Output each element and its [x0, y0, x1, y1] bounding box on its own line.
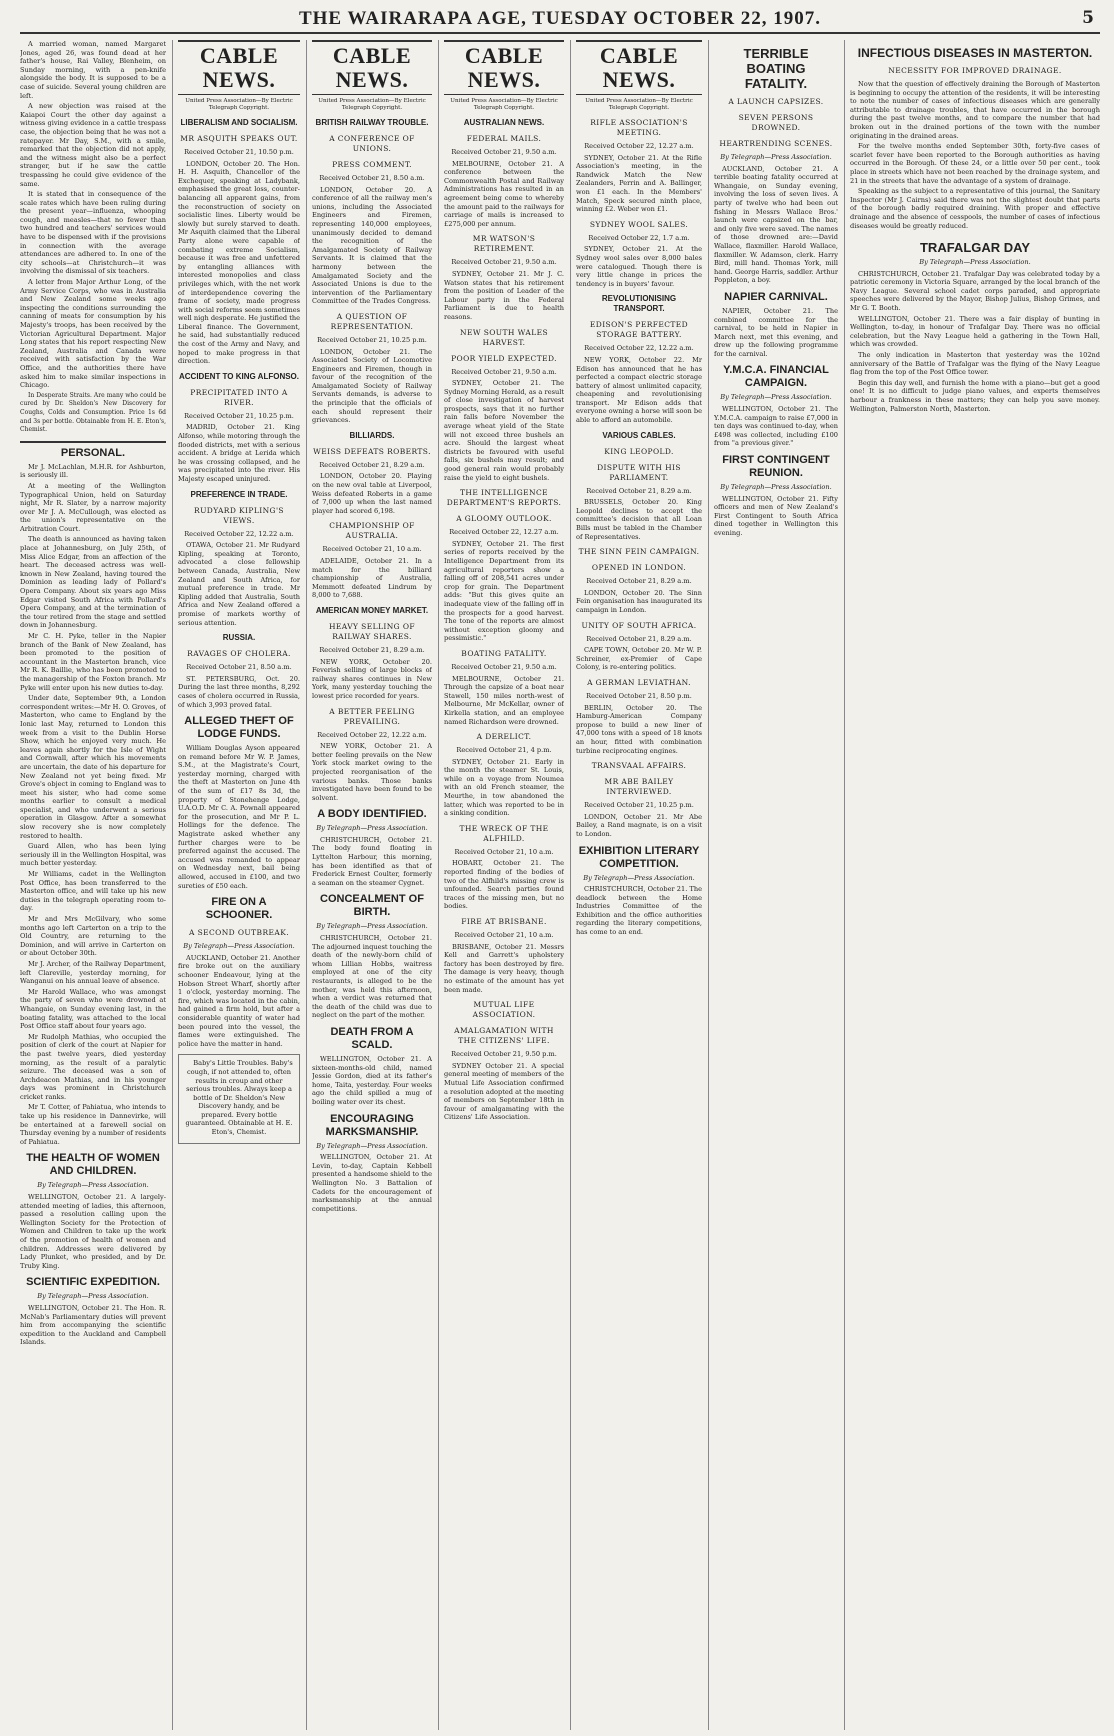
column-1: [20, 40, 166, 1730]
article-paragraph: Mr C. H. Pyke, teller in the Napier branch of the Bank of New Zealand, has been promoted to the position of accountant in the Masterton branch, vice Mr R. K. Baillie, who has been promoted to the managership of the Foxton branch. Mr Pyke will enter upon his new duties to-day.: [20, 632, 166, 692]
article-paragraph: A married woman, named Margaret Jones, aged 26, was found dead at her father's house, Rai Valley, Blenheim, on Sunday morning, with a pen-knife alongside the body. It is supposed to be a case of suicide. Several young children are left.: [20, 40, 166, 100]
article-paragraph: CHRISTCHURCH, October 21. The adjourned inquest touching the death of the newly-born child of whom Lillian Hobbs, waitress employed at one of the city restaurants, is alleged to be the mother, was held this afternoon, when a verdict was returned that the death of the child was due to neglect on the part of the mother.: [312, 934, 432, 1020]
subheadline: CHAMPIONSHIP OF AUSTRALIA.: [329, 521, 415, 541]
received-line: Received October 22, 12.22 a.m.: [317, 730, 427, 739]
byline: By Telegraph—Press Association.: [183, 942, 295, 951]
subheadline: A BETTER FEELING PREVAILING.: [329, 706, 415, 726]
received-line: Received October 22, 12.27 a.m.: [584, 142, 694, 150]
subheadline: NECESSITY FOR IMPROVED DRAINAGE.: [888, 66, 1062, 75]
article-paragraph: Mr Harold Wallace, who was amongst the party of seven who were drowned at Whangaie, on Sunday evening last, in the boating fatality, was attached to the local Post Office staff about four years ago.: [20, 987, 166, 1031]
article-paragraph: ST. PETERSBURG, Oct. 20. During the last three months, 8,292 cases of cholera occurred in Russia, of which 3,993 proved fatal.: [178, 674, 300, 709]
subheadline: HEARTRENDING SCENES.: [719, 139, 833, 148]
subheadline: EDISON'S PERFECTED STORAGE BATTERY.: [589, 320, 689, 340]
article-paragraph: Mr Rudolph Mathias, who occupied the position of clerk of the court at Napier for the past twelve years, died yesterday morning, as the result of a paralytic seizure. The deceased was a son of Archdeacon Mathias, and in his younger days was prominent in Christchurch cricket ranks.: [20, 1032, 166, 1101]
cable-news-heading: CABLE NEWS.: [312, 40, 432, 95]
received-line: Received October 21, 9.50 a.m.: [451, 258, 557, 267]
article-paragraph: HOBART, October 21. The reported finding of the bodies of two of the Alfhild's missing crew is unfounded. Search parties found traces of the missing men, but no bodies.: [444, 859, 564, 911]
article-paragraph: Mr J. McLachlan, M.H.R. for Ashburton, is seriously ill.: [20, 462, 166, 480]
subheadline: UNITY OF SOUTH AFRICA.: [581, 620, 697, 630]
article-paragraph: BERLIN, October 20. The Hamburg-American Company propose to build a new liner of 47,000 tons with a speed of 18 knots an hour, fitted with combination turbine reciprocating engines.: [576, 703, 702, 755]
subheadline: DISPUTE WITH HIS PARLIAMENT.: [597, 462, 681, 482]
article-paragraph: WELLINGTON, October 21. A largely-attended meeting of ladies, this afternoon, passed a resolution calling upon the Wellington Society for the Protection of Women and Children to take up the work of the promotion of health of women and children. Addresses were delivered by Lady Plunket, who presided, and by Dr. Truby King.: [20, 1193, 166, 1270]
headline: AUSTRALIAN NEWS.: [463, 118, 545, 127]
article-paragraph: MELBOURNE, October 21. A conference between the Commonwealth Postal and Railway Administrations has resulted in an agreement being come to whereby the amount paid to the railways for carriage of mails is increased to £275,000 per annum.: [444, 159, 564, 228]
headline: LIBERALISM AND SOCIALISM.: [180, 118, 298, 127]
article-paragraph: The death is announced as having taken place at Johannesburg, on July 25th, of Miss Alice Edgar, from an affection of the heart. The deceased actress was well-known in New Zealand, having toured the Dominion as leading lady of Pollard's Opera Company. About six years ago Miss Edgar visited South Africa with Pollard's Opera Company, and at the termination of the tour retired from the stage and settled down in Johannesburg.: [20, 535, 166, 630]
article-paragraph: It is stated that in consequence of the scale rates which have been ruling during the present year—influenza, whooping cough, and measles—that no fewer than two hundred and teachers' services would have to be dispensed with if the provisions in connection with the average attendances are adhered to. In one of the city schools—at Christchurch—it was involving the dismissal of six teachers.: [20, 190, 166, 276]
headline: ALLEGED THEFT OF LODGE FUNDS.: [184, 715, 294, 741]
article-paragraph: WELLINGTON, October 21. The Y.M.C.A. campaign to raise £7,000 in ten days was continued to-day, when £498 was collected, including £100 from "a previous giver.": [714, 405, 838, 448]
article-paragraph: LONDON, October 20. A conference of all the railway men's unions, including the Associated Engineers and Firemen, representing 140,000 employees, unanimously decided to demand the recognition of the Amalgamated Society of Railway Servants. It is claimed that the harmony between the Amalgamated Society and the Associated Unions is due to the intervention of the Parliamentary Committee of the Trades Congress.: [312, 185, 432, 306]
byline: By Telegraph—Press Association.: [720, 483, 832, 492]
article-paragraph: Mr Williams, cadet in the Wellington Post Office, has been transferred to the Masterton office, and will take up his new duties in the telegraph operating room to-day.: [20, 870, 166, 913]
received-line: Received October 21, 10.25 p.m.: [584, 801, 694, 810]
received-line: Received October 21, 9.50 a.m.: [451, 148, 557, 156]
received-line: Received October 21, 8.29 a.m.: [586, 577, 692, 586]
masthead: [20, 8, 1100, 34]
article-paragraph: LONDON, October 21. Mr Abe Bailey, a Rand magnate, is on a visit to London.: [576, 812, 702, 838]
subheadline: RUDYARD KIPLING'S VIEWS.: [194, 505, 284, 525]
headline: TERRIBLE BOATING FATALITY.: [743, 46, 809, 91]
article-paragraph: BRUSSELS, October 20. King Leopold declines to accept the committee's decision that all Loan Bills must be tabled in the Chamber of Representatives.: [576, 498, 702, 541]
received-line: Received October 21, 10 a.m.: [454, 847, 554, 856]
article-paragraph: Mr T. Cotter, of Pahiatua, who intends to take up his residence in Dannevirke, will be entertained at a farewell social on Thursday evening by a number of residents of Pahiatua.: [20, 1103, 166, 1146]
headline: RUSSIA.: [222, 633, 256, 643]
byline: By Telegraph—Press Association.: [720, 153, 832, 161]
subheadline: HEAVY SELLING OF RAILWAY SHARES.: [328, 621, 416, 641]
subheadline: THE INTELLIGENCE DEPARTMENT'S REPORTS.: [446, 488, 562, 508]
article-paragraph: CHRISTCHURCH, October 21. The body found floating in Lyttelton Harbour, this morning, has been identified as that of Frederick Ernest Coulter, formerly a seaman on the steamer Cygnet.: [312, 835, 432, 887]
received-line: Received October 21, 8.29 a.m.: [586, 634, 692, 643]
subheadline: A GERMAN LEVIATHAN.: [587, 677, 691, 687]
column-divider: [306, 40, 307, 1730]
byline: By Telegraph—Press Association.: [37, 1181, 149, 1190]
advertisement-text: Baby's Little Troubles. Baby's cough, if not attended to, often results in croup and other serious troubles. Always keep a bottle of Dr. Sheldon's New Discovery handy, and be prepared. Every bottle guaranteed. Obtainable at H. E. Eton's, Chemist.: [185, 1059, 293, 1137]
article-paragraph: SYDNEY, October 21. At the Rifle Association's meeting, in the Randwick Match the New Zealanders, Perrin and A. Ballinger, won £1 each. In the Members' Match, Speck secured ninth place, winning £2. Weber won £1.: [576, 153, 702, 214]
received-line: Received October 21, 4 p.m.: [456, 746, 552, 755]
received-line: Received October 21, 10 a.m.: [454, 931, 554, 939]
column-2: [178, 40, 300, 1730]
column-7: [850, 40, 1100, 1730]
subheadline: MUTUAL LIFE ASSOCIATION.: [472, 1000, 536, 1020]
page-number: 5: [1082, 8, 1094, 28]
received-line: Received October 22, 12.27 a.m.: [449, 528, 559, 537]
article-paragraph: NEW YORK, October 22. Mr Edison has announced that he has perfected a compact electric storage battery of almost unlimited capacity, cheapening and revolutionising transport. Mr Edison adds that everyone owning a horse will soon be able to afford an automobile.: [576, 355, 702, 425]
subheadline: OPENED IN LONDON.: [591, 563, 687, 573]
article-paragraph: For the twelve months ended September 30th, forty-five cases of scarlet fever have been reported to the Borough authorities as having occurred in the Borough. Of these 24, or a little over 50 per cent., took place in streets which have not been reached by the drainage system, and 21 in the streets that have the advantage of a system of drainage.: [850, 142, 1100, 185]
article-paragraph: NEW YORK, October 21. A better feeling prevails on the New York stock market owing to the projected reorganisation of the various banks. Those banks investigated have been found to be solvent.: [312, 742, 432, 802]
article-paragraph: The only indication in Masterton that yesterday was the 102nd anniversary of the Battle of Trafalgar was the flying of the Navy League flag from the top of the Post Office tower.: [850, 351, 1100, 377]
article-paragraph: William Douglas Ayson appeared on remand before Mr W. P. James, S.M., at the Magistrate's Court, yesterday morning, charged with the theft at Masterton on June 4th of the sum of £17 8s 3d, the property of Stonehenge Lodge, U.A.O.D. Mr C. A. Pownall appeared for the prosecution, and Mr P. L. Hollings for the defence. The Magistrate asked whether any further charges were to be preferred against the accused. The accused was remanded to appear on Wednesday next, bail being allowed, accused in £100, and two sureties of £50 each.: [178, 744, 300, 890]
article-paragraph: SYDNEY, October 21. Early in the month the steamer St. Louis, while on a voyage from Noumea with an old French steamer, the Meurthe, in tow abandoned the latter, which was reported to be in a sinking condition.: [444, 757, 564, 818]
article-paragraph: Guard Allen, who has been lying seriously ill in the Wellington Hospital, was much better yesterday.: [20, 842, 166, 868]
byline: By Telegraph—Press Association.: [37, 1292, 149, 1301]
column-5: [576, 40, 702, 1730]
newspaper-title: THE WAIRARAPA AGE, TUESDAY OCTOBER 22, 1907.: [298, 8, 822, 29]
article-paragraph: SYDNEY, October 21. The Sydney Morning Herald, as a result of close investigation of harvest prospects, says that it no further rain falls before November the average wheat yield of the State will not exceed three bushels an acre. Should the largest wheat districts be favoured with useful falls, six bushels may result; and good general rain would probably raise the yield to eight bushels.: [444, 379, 564, 482]
headline: AMERICAN MONEY MARKET.: [315, 605, 429, 615]
article-paragraph: Under date, September 9th, a London correspondent writes:—Mr H. O. Groves, of Masterton, who came to England by the Ionic last May, returned to London this week from a visit to the Dublin Horse Show, which he enjoyed very much. He leaves again shortly for the Isle of Wight and Cornwall, after which his movements are uncertain, the date of his departure for New Zealand not yet being fixed. Mr Grove's object in coming to England was to meet his sister, who had come some months earlier to consult a medical specialist, and who underwent a serious operation in Glasgow. After a somewhat slow recovery she is now completely restored to health.: [20, 694, 166, 840]
article-paragraph: SYDNEY October 21. A special general meeting of members of the Mutual Life Association confirmed a resolution adopted at the meeting of members on September 18th in favour of amalgamating with the Citizens' Life Association.: [444, 1061, 564, 1122]
column-4: [444, 40, 564, 1730]
article-paragraph: MADRID, October 21. King Alfonso, while motoring through the flooded districts, met with a serious accident. A bridge at Lerida which he was crossing collapsed, and he was precipitated into the river. His Majesty escaped uninjured.: [178, 423, 300, 483]
received-line: Received October 21, 10 a.m.: [322, 545, 422, 554]
headline: PREFERENCE IN TRADE.: [190, 489, 288, 499]
cable-news-heading: CABLE NEWS.: [576, 40, 702, 95]
received-line: Received October 21, 9.50 a.m.: [451, 662, 557, 671]
received-line: Received October 21, 10.50 p.m.: [184, 148, 294, 156]
article-paragraph: SYDNEY, October 21. At the Sydney wool sales over 8,000 bales were catalogued. Though there is very little change in prices the tendency is in buyers' favour.: [576, 245, 702, 288]
article-paragraph: AUCKLAND, October 21. Another fire broke out on the auxiliary schooner Endeavour, lying at the Hobson Street Wharf, shortly after 1 o'clock, yesterday morning. The fire, which was located in the cabin, had gained a firm hold, but after a considerable quantity of water had been poured into the vessel, the flames were extinguished. The police have the matter in hand.: [178, 953, 300, 1048]
article-paragraph: WELLINGTON, October 21. At Levin, to-day, Captain Kebbell presented a handsome shield to the Wellington No. 3 Battalion of Cadets for the encouragement of marksmanship at the annual competitions.: [312, 1153, 432, 1213]
subheadline: TRANSVAAL AFFAIRS.: [591, 761, 687, 771]
subheadline: WEISS DEFEATS ROBERTS.: [313, 446, 431, 456]
headline: INFECTIOUS DISEASES IN MASTERTON.: [857, 46, 1093, 60]
subheadline: PRECIPITATED INTO A RIVER.: [190, 387, 288, 407]
headline: FIRE ON A SCHOONER.: [205, 896, 273, 922]
headline: BILLIARDS.: [349, 430, 395, 440]
article-paragraph: LONDON, October 20. The Sinn Fein organisation has inaugurated its campaign in London.: [576, 588, 702, 614]
subheadline: AMALGAMATION WITH THE CITIZENS' LIFE.: [454, 1026, 554, 1046]
byline: By Telegraph—Press Association.: [583, 873, 695, 882]
article-paragraph: At a meeting of the Wellington Typographical Union, held on Saturday night, Mr R. Slater, by a narrow majority over Mr J. A. McCullough, was elected as the union's representative on the Arbitration Court.: [20, 481, 166, 533]
column-divider: [844, 40, 845, 1730]
headline: ENCOURAGING MARKSMANSHIP.: [325, 1112, 419, 1138]
headline: REVOLUTIONISING TRANSPORT.: [601, 294, 677, 314]
article-paragraph: CHRISTCHURCH, October 21. Trafalgar Day was celebrated today by a patriotic ceremony in Victoria Square, arranged by the local branch of the Navy League. Several school cadet corps paraded, and appropriate speeches were delivered by the Mayor, Bishop Julius, Bishop Grimes, and Mr G. T. Booth.: [850, 269, 1100, 313]
advertisement: [178, 1054, 300, 1143]
received-line: Received October 22, 12.22 a.m.: [184, 529, 294, 538]
received-line: Received October 21, 8.50 a.m.: [186, 663, 292, 672]
subheadline: MR WATSON'S RETIREMENT.: [472, 234, 536, 254]
cable-credit: United Press Association—By Electric Telegraph Copyright.: [185, 98, 293, 111]
article-paragraph: LONDON, October 21. The Associated Society of Locomotive Engineers and Firemen, though in favour of the recognition of the Amalgamated Society of Railway Servants demands, is adverse to the principle that the officials of each should represent their grievances.: [312, 347, 432, 425]
received-line: Received October 21, 8.29 a.m.: [319, 645, 425, 654]
subheadline: A DERELICT.: [476, 732, 532, 742]
article-paragraph: Begin this day well, and furnish the home with a piano—but get a good one! It is no difficult to judge piano values, and experts themselves harbour a frankness in these matters; they can help you save money. Wellington, Palmerston North, Masterton.: [850, 378, 1100, 413]
cable-credit: United Press Association—By Electric Telegraph Copyright.: [450, 98, 558, 111]
subheadline: A SECOND OUTBREAK.: [189, 928, 289, 938]
headline: CONCEALMENT OF BIRTH.: [320, 893, 424, 919]
article-paragraph: ADELAIDE, October 21. In a match for the billiard championship of Australia, Memmott defeated Lindrum by 8,000 to 7,688.: [312, 557, 432, 600]
section-heading-health: THE HEALTH OF WOMEN AND CHILDREN.: [26, 1152, 160, 1178]
subheadline: MR ASQUITH SPEAKS OUT.: [180, 134, 298, 143]
column-divider: [172, 40, 173, 1730]
received-line: Received October 21, 10.25 p.m.: [184, 411, 294, 420]
article-paragraph: OTAWA, October 21. Mr Rudyard Kipling, speaking at Toronto, advocated a close fellowship between Canada, Australia, New Zealand and South Africa, for mutual preference in trade. Mr Kipling added that Australia, South Africa and New Zealand offered a promise of markets worthy of serious attention.: [178, 541, 300, 627]
article-paragraph: Mr J. Archer, of the Railway Department, left Clareville, yesterday morning, for Wanganui on his annual leave of absence.: [20, 959, 166, 986]
advertisement: In Desperate Straits. Are many who could be cured by Dr. Sheldon's New Discovery for Coughs, Colds and Consumption. Price 1s 6d and 3s per bottle. Obtainable from H. E. Eton's, Chemist.: [20, 391, 166, 434]
article-paragraph: WELLINGTON, October 21. The Hon. R. McNab's Parliamentary duties will prevent him from accompanying the scientific expedition to the Auckland and Campbell Islands.: [20, 1303, 166, 1347]
subheadline: A QUESTION OF REPRESENTATION.: [330, 311, 414, 331]
article-paragraph: Now that the question of effectively draining the Borough of Masterton is beginning to occupy the attention of the residents, it will be interesting to note the number of cases of infectious diseases which are generally attributable to drainage troubles, that have occurred in the borough during the past twelve months, and to compare the number that had broken out in the drained portions of the town with the number originating in the drained areas.: [850, 80, 1100, 140]
received-line: Received October 21, 8.50 p.m.: [586, 691, 692, 700]
section-heading-expedition: SCIENTIFIC EXPEDITION.: [26, 1276, 160, 1289]
section-heading-personal: PERSONAL.: [20, 441, 166, 460]
subheadline: FEDERAL MAILS.: [466, 134, 542, 143]
column-divider: [708, 40, 709, 1730]
received-line: Received October 21, 9.50 p.m.: [451, 1050, 557, 1059]
article-paragraph: BRISBANE, October 21. Messrs Kell and Garrett's upholstery factory has been destroyed by fire. The damage is very heavy, though no estimate of the amount has yet been made.: [444, 942, 564, 994]
headline: FIRST CONTINGENT REUNION.: [722, 454, 830, 480]
article-paragraph: SYDNEY, October 21. Mr J. C. Watson states that his retirement from the position of Leader of the Labour party in the Federal Parliament is due to health reasons.: [444, 269, 564, 321]
byline: By Telegraph—Press Association.: [720, 393, 832, 402]
article-paragraph: LONDON, October 20. The Hon. H. H. Asquith, Chancellor of the Exchequer, speaking at Ladybank, emphasised the great loss, counter-balancing all apparent gains, from the reconstruction of society on socialistic lines. Liberty would be slowly but surely starved to death. Mr Asquith claimed that the Liberal Party alone were capable of combating extreme Socialism, because it was free and unfettered by entangling alliances with interested monopolies and class privileges which, with the net work of interdependence covering the frame of society, made progress with social reforms seem sometimes well nigh desperate. He justified the Liberal finance. The Government, he said, had substantially reduced the cost of the Army and Navy, and hoped to make progress in that direction.: [178, 159, 300, 366]
headline: ACCIDENT TO KING ALFONSO.: [179, 371, 299, 381]
article-paragraph: Speaking as the subject to a representative of this journal, the Sanitary Inspector (Mr J. Cairns) said there was not the slightest doubt that parts of the borough badly required draining. With proper and effective drainage and the absence of cesspools, the number of cases of infectious diseases would be greatly reduced.: [850, 187, 1100, 230]
subheadline: THE SINN FEIN CAMPAIGN.: [578, 547, 700, 557]
subheadline: THE WRECK OF THE ALFHILD.: [459, 823, 549, 843]
cable-credit: United Press Association—By Electric Telegraph Copyright.: [318, 98, 426, 111]
byline: By Telegraph—Press Association.: [316, 922, 428, 931]
received-line: Received October 21, 9.50 a.m.: [451, 367, 557, 376]
headline: BRITISH RAILWAY TROUBLE.: [315, 118, 429, 127]
article-paragraph: SYDNEY, October 21. The first series of reports received by the Intelligence Department from its agricultural reporters show a falling off of 208,541 acres under crop for grain. The Department adds: "But this gives quite an inadequate view of the falling off in the prospects for a good harvest. The tone of the reports are almost without exception gloomy and pessimistic.": [444, 539, 564, 643]
subheadline: SEVEN PERSONS DROWNED.: [738, 113, 814, 132]
subheadline: KING LEOPOLD.: [604, 446, 674, 456]
subheadline: NEW SOUTH WALES HARVEST.: [459, 327, 548, 347]
column-divider: [570, 40, 571, 1730]
received-line: Received October 22, 1.7 a.m.: [588, 233, 690, 242]
subheadline: FIRE AT BRISBANE.: [461, 917, 547, 926]
headline: A BODY IDENTIFIED.: [317, 808, 427, 821]
subheadline: POOR YIELD EXPECTED.: [451, 353, 557, 363]
article-paragraph: WELLINGTON, October 21. A sixteen-months-old child, named Jessie Gordon, died at its father's home, Taita, yesterday. Four weeks ago the child spilled a mug of boiling water over its chest.: [312, 1054, 432, 1106]
subheadline: RAVAGES OF CHOLERA.: [187, 649, 291, 659]
article-paragraph: NEW YORK, October 20. Feverish selling of large blocks of railway shares continues in New York, many yesterday touching the lowest price recorded for years.: [312, 657, 432, 700]
article-paragraph: A new objection was raised at the Kaiapoi Court the other day against a witness giving evidence in a cattle trespass case, the objection being that he was not a ratepayer. Mr Day, S.M., with a smile, remarked that the objection did not apply, and the witness might also be a perfect stranger, but if he saw the cattle trespassing he could give evidence of the same.: [20, 102, 166, 188]
byline: By Telegraph—Press Association.: [316, 1141, 428, 1150]
subheadline: BOATING FATALITY.: [461, 648, 547, 658]
article-paragraph: MELBOURNE, October 21. Through the capsize of a boat near Stawell, 150 miles north-west of Melbourne, Mr McKellar, owner of Kirkella station, and an employee named Richardson were drowned.: [444, 674, 564, 726]
column-6: [714, 40, 838, 1730]
subheadline: A GLOOMY OUTLOOK.: [456, 514, 552, 524]
column-divider: [438, 40, 439, 1730]
article-paragraph: CAPE TOWN, October 20. Mr W. P. Schreiner, ex-Premier of Cape Colony, is re-entering politics.: [576, 646, 702, 672]
article-paragraph: WELLINGTON, October 21. There was a fair display of bunting in Wellington, to-day, in honour of Trafalgar Day. There was no official celebration, but the Navy League held a gathering in the Town Hall, which was crowded.: [850, 314, 1100, 349]
subheadline: SYDNEY WOOL SALES.: [589, 219, 689, 229]
headline: TRAFALGAR DAY: [919, 240, 1031, 256]
article-paragraph: LONDON, October 20. Playing on the new oval table at Liverpool, Weiss defeated Roberts in a game of 7,000 up when the last named player had scored 6,198.: [312, 472, 432, 515]
byline: By Telegraph—Press Association.: [919, 258, 1031, 267]
headline: DEATH FROM A SCALD.: [330, 1025, 414, 1051]
article-paragraph: A letter from Major Arthur Long, of the Army Service Corps, who was in Australia and New Zealand some weeks ago inspecting the conditions surrounding the canning of meats for consumption by his Majesty's troops, has been received by the Victorian Agricultural Department. Major Long states that his report respecting New Zealand, Australia and Canada were received with satisfaction by the War Office, and the authorities there have asked him to make similar inspections in Chicago.: [20, 278, 166, 390]
subheadline: MR ABE BAILEY INTERVIEWED.: [604, 777, 674, 797]
article-paragraph: WELLINGTON, October 21. Fifty officers and men of New Zealand's First Contingent to South Africa dined together in Wellington this evening.: [714, 494, 838, 537]
headline: VARIOUS CABLES.: [602, 430, 676, 440]
article-paragraph: AUCKLAND, October 21. A terrible boating fatality occurred at Whangaie, on Sunday evening, involving the loss of seven lives. A party of twelve who had been out fishing in Messrs Wallace Bros.' launch were capsized on the bar, and only five were saved. The names of those drowned are:—David Wallace, flaxmiller. Harold Wallace, flaxmiller. W. Adamson, clerk. Harry Bird, mill hand. Thomas York, mill hand. George Harris, saddler. Arthur Poppleton, a boy.: [714, 164, 838, 285]
cable-news-heading: CABLE NEWS.: [444, 40, 564, 95]
headline: Y.M.C.A. FINANCIAL CAMPAIGN.: [723, 364, 829, 390]
article-paragraph: CHRISTCHURCH, October 21. The deadlock between the Home Industries Committee of the Exhibition and the office authorities regarding the literary competitions, has come to an end.: [576, 885, 702, 937]
column-3: [312, 40, 432, 1730]
subheadline: A LAUNCH CAPSIZES.: [728, 97, 824, 106]
cable-credit: United Press Association—By Electric Telegraph Copyright.: [585, 98, 693, 111]
article-paragraph: Mr and Mrs McGilvary, who some months ago left Carterton on a trip to the Old Country, are returning to the Dominion, and will arrive in Carterton on or about October 30th.: [20, 915, 166, 958]
received-line: Received October 21, 10.25 p.m.: [317, 335, 427, 344]
subheadline: PRESS COMMENT.: [332, 160, 412, 169]
cable-news-heading: CABLE NEWS.: [178, 40, 300, 95]
subheadline: RIFLE ASSOCIATION'S MEETING.: [590, 118, 688, 137]
headline: EXHIBITION LITERARY COMPETITION.: [578, 844, 700, 870]
received-line: Received October 21, 8.29 a.m.: [586, 486, 692, 495]
received-line: Received October 22, 12.22 a.m.: [584, 344, 694, 353]
byline: By Telegraph—Press Association.: [316, 824, 428, 833]
headline: NAPIER CARNIVAL.: [724, 290, 828, 303]
received-line: Received October 21, 8.29 a.m.: [319, 460, 425, 469]
received-line: Received October 21, 8.50 a.m.: [319, 174, 425, 182]
article-paragraph: NAPIER, October 21. The combined committee for the carnival, to be held in Napier in March next, met this evening, and drew up the following programme for the carnival.: [714, 306, 838, 358]
subheadline: A CONFERENCE OF UNIONS.: [329, 134, 415, 153]
